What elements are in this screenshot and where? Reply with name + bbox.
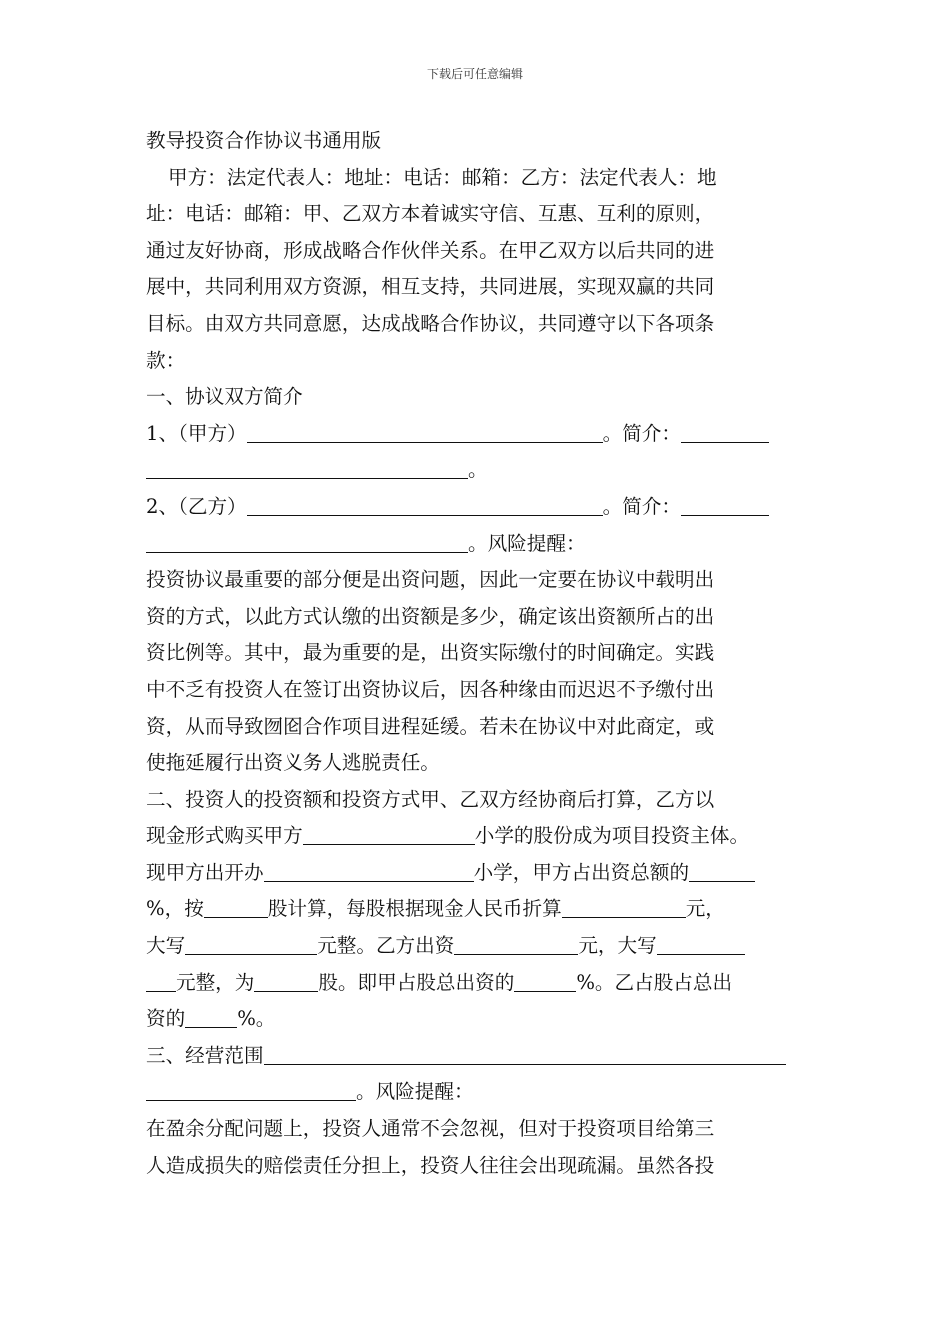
investment-text: 大写	[146, 934, 186, 958]
page-header-note: 下载后可任意编辑	[426, 67, 523, 81]
risk-reminder-label: 。风险提醒：	[468, 531, 586, 555]
investment-text: 资的	[146, 1007, 186, 1031]
investment-text: 现甲方出开办	[146, 860, 264, 884]
school-name-blank[interactable]	[303, 820, 475, 845]
investment-line	[146, 818, 808, 855]
party-b-percent-blank[interactable]	[185, 1003, 237, 1028]
investment-text: 元整，为	[176, 970, 255, 994]
investment-line	[146, 891, 808, 928]
party-b-shares-blank[interactable]	[254, 967, 318, 992]
shares-blank[interactable]	[204, 893, 268, 918]
risk-line: 投资协议最重要的部分便是出资问题，因此一定要在协议中载明出	[146, 568, 715, 592]
party-a-share-blank[interactable]	[689, 857, 755, 882]
investment-line	[146, 1001, 808, 1038]
risk-reminder-label: 。风险提醒：	[356, 1080, 474, 1104]
document-title: 教导投资合作协议书通用版	[146, 129, 382, 152]
risk-line: 在盈余分配问题上，投资人通常不会忽视，但对于投资项目给第三	[146, 1117, 715, 1141]
investment-text: %。	[237, 1007, 276, 1031]
intro-line: 址：电话：邮箱：甲、乙双方本着诚实守信、互惠、互利的原则，	[146, 202, 715, 226]
intro-line: 展中，共同利用双方资源，相互支持，共同进展，实现双赢的共同	[146, 275, 715, 299]
party-b-name-blank[interactable]	[247, 491, 603, 516]
intro-line: 目标。由双方共同意愿，达成战略合作协议，共同遵守以下各项条	[146, 311, 715, 335]
amount-words-blank[interactable]	[185, 930, 317, 955]
investment-text: 股计算，每股根据现金人民币折算	[267, 897, 562, 921]
party-b-words-blank[interactable]	[657, 930, 745, 955]
intro-line: 甲方：法定代表人：地址：电话：邮箱：乙方：法定代表人：地	[168, 165, 717, 189]
intro-line: 款：	[146, 348, 186, 372]
investment-text: 元，	[685, 897, 725, 921]
risk-line: 资的方式，以此方式认缴的出资额是多少，确定该出资额所占的出	[146, 604, 715, 628]
party-b-line-cont	[146, 526, 808, 563]
price-blank[interactable]	[562, 893, 686, 918]
party-b-intro-blank[interactable]	[681, 491, 769, 516]
risk-line: 资比例等。其中，最为重要的是，出资实际缴付的时间确定。实践	[146, 641, 715, 665]
investment-text: 现金形式购买甲方	[146, 824, 303, 848]
investment-text: %，按	[146, 897, 204, 921]
party-a-label: 1、（甲方）	[146, 421, 247, 445]
business-scope-blank[interactable]	[264, 1040, 786, 1065]
intro-line: 通过友好协商，形成战略合作伙伴关系。在甲乙双方以后共同的进	[146, 238, 715, 262]
investment-text: 元，大写	[578, 934, 657, 958]
section-heading-scope: 三、经营范围	[146, 1043, 264, 1067]
party-a-end: 。	[468, 458, 488, 482]
business-scope-line	[146, 1038, 808, 1075]
risk-line: 使拖延履行出资义务人逃脱责任。	[146, 751, 440, 775]
document-body	[146, 123, 808, 1184]
investment-line	[146, 965, 808, 1002]
business-scope-line-cont	[146, 1074, 808, 1111]
investment-text: %。乙占股占总出	[576, 970, 733, 994]
party-b-words-blank-cont[interactable]	[146, 967, 176, 992]
investment-text: 小学，甲方占出资总额的	[473, 860, 690, 884]
party-a-intro-label: 。简介：	[602, 421, 682, 445]
party-b-label: 2、（乙方）	[146, 494, 247, 518]
section-heading-parties: 一、协议双方简介	[146, 385, 303, 409]
school-open-blank[interactable]	[264, 857, 474, 882]
party-a-line-cont	[146, 452, 808, 489]
risk-line: 中不乏有投资人在签订出资协议后，因各种缘由而迟迟不予缴付出	[146, 677, 715, 701]
investment-line	[146, 855, 808, 892]
party-b-intro-blank-cont[interactable]	[146, 528, 468, 553]
risk-line: 人造成损失的赔偿责任分担上，投资人往往会出现疏漏。虽然各投	[146, 1153, 715, 1177]
party-a-percent-blank[interactable]	[514, 967, 576, 992]
investment-text: 元整。乙方出资	[317, 934, 455, 958]
business-scope-blank-cont[interactable]	[146, 1076, 356, 1101]
risk-line: 资，从而导致囫囵合作项目进程延缓。若未在协议中对此商定，或	[146, 714, 715, 738]
party-a-line	[146, 416, 808, 453]
investment-text: 小学的股份成为项目投资主体。	[474, 824, 750, 848]
party-b-line	[146, 489, 808, 526]
party-a-intro-blank-cont[interactable]	[146, 454, 468, 479]
section-heading-investment: 二、投资人的投资额和投资方式甲、乙双方经协商后打算，乙方以	[146, 787, 715, 811]
party-b-intro-label: 。简介：	[602, 494, 682, 518]
investment-text: 股。即甲占股总出资的	[318, 970, 515, 994]
party-b-amount-blank[interactable]	[454, 930, 578, 955]
party-a-intro-blank[interactable]	[681, 418, 769, 443]
party-a-name-blank[interactable]	[247, 418, 603, 443]
investment-line	[146, 928, 808, 965]
